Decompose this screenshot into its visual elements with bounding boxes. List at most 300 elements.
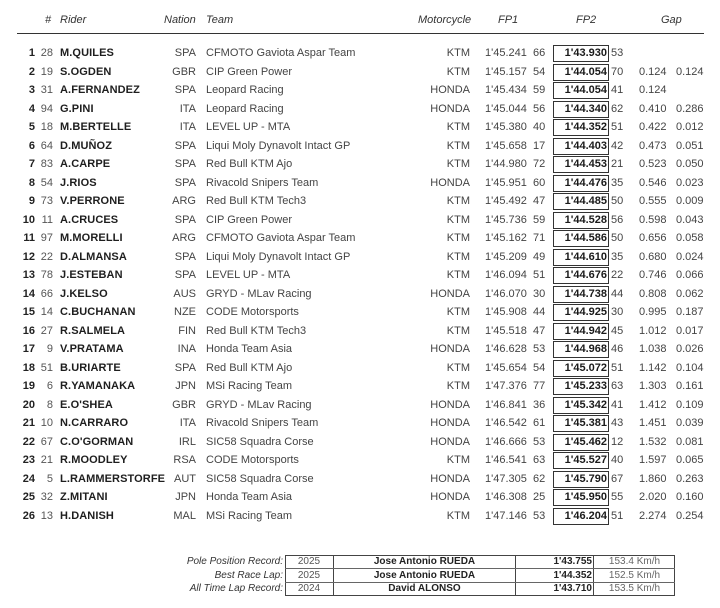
rider-name: L.RAMMERSTORFE: [60, 472, 166, 485]
rider-number: 31: [40, 84, 53, 96]
motorcycle: HONDA: [430, 102, 470, 115]
motorcycle: KTM: [446, 509, 470, 522]
nation: JPN: [175, 380, 196, 392]
fp2-best-time: 1'45.233: [553, 378, 609, 395]
motorcycle: KTM: [446, 454, 470, 466]
table-row: [0, 100, 720, 119]
team: Honda Team Asia: [206, 491, 293, 503]
gap-to-previous: 0.160: [676, 491, 704, 503]
motorcycle: KTM: [446, 65, 470, 78]
position: 24: [22, 472, 35, 485]
fp1-time: 1'46.541: [485, 454, 527, 466]
nation: ARG: [172, 195, 196, 207]
motorcycle: KTM: [446, 380, 470, 392]
nation: MAL: [173, 509, 196, 522]
gap-to-previous: 0.062: [676, 287, 704, 300]
position: 21: [22, 417, 35, 429]
gap-to-first: 0.473: [639, 139, 667, 152]
gap-to-previous: 0.039: [676, 417, 704, 429]
gap-to-first: 0.555: [639, 195, 667, 207]
gap-to-first: 1.860: [639, 472, 667, 485]
rider-number: 22: [40, 250, 53, 263]
fp2-best-time: 1'44.403: [553, 138, 609, 155]
gap-to-previous: 0.104: [676, 361, 704, 374]
rider-number: 9: [46, 343, 53, 355]
position: 15: [22, 306, 35, 318]
rider-name: B.URIARTE: [60, 361, 121, 374]
record-holder: David ALONSO: [388, 583, 461, 594]
fp1-time: 1'45.518: [485, 324, 527, 337]
team: Honda Team Asia: [206, 343, 293, 355]
gap-to-first: 1.451: [639, 417, 667, 429]
nation: ITA: [179, 121, 196, 133]
header-number: #: [45, 14, 52, 26]
table-row: [0, 211, 720, 230]
gap-to-first: 2.020: [639, 491, 667, 503]
nation: SPA: [174, 250, 196, 263]
fp1-time: 1'45.380: [485, 121, 527, 133]
record-best-race-lap: [0, 569, 720, 583]
gap-to-previous: 0.017: [676, 324, 704, 337]
rider-name: R.YAMANAKA: [60, 380, 136, 392]
motorcycle: KTM: [446, 121, 470, 133]
gap-to-first: 0.422: [639, 121, 667, 133]
fp1-laps: 53: [533, 343, 546, 355]
record-time: 1'43.710: [553, 583, 592, 594]
motorcycle: HONDA: [430, 343, 470, 355]
gap-to-first: 0.746: [639, 269, 667, 281]
position: 14: [22, 287, 35, 300]
fp1-laps: 59: [533, 84, 546, 96]
header-team: Team: [206, 14, 234, 26]
gap-to-first: 0.808: [639, 287, 667, 300]
record-pole-position: [0, 555, 720, 569]
fp2-best-time: 1'44.586: [553, 230, 609, 247]
gap-to-previous: 0.081: [676, 435, 704, 448]
fp1-laps: 51: [533, 269, 546, 281]
fp1-time: 1'45.162: [485, 232, 527, 244]
fp2-laps: 35: [611, 176, 624, 189]
fp2-laps: 56: [611, 213, 624, 226]
fp1-laps: 61: [533, 417, 546, 429]
fp2-laps: 55: [611, 491, 624, 503]
header-rider: Rider: [60, 14, 87, 26]
table-row: [0, 137, 720, 156]
table-row: [0, 488, 720, 507]
rider-name: D.ALMANSA: [60, 250, 127, 263]
rider-name: M.QUILES: [60, 47, 114, 59]
gap-to-previous: 0.023: [676, 176, 704, 189]
record-all-time-lap: [0, 582, 720, 596]
fp1-time: 1'45.908: [485, 306, 527, 318]
team: CODE Motorsports: [206, 306, 299, 318]
fp2-best-time: 1'45.462: [553, 434, 609, 451]
rider-name: V.PRATAMA: [60, 343, 124, 355]
nation: SPA: [174, 84, 196, 96]
position: 19: [22, 380, 35, 392]
gap-to-first: 0.124: [639, 84, 667, 96]
rider-number: 67: [40, 435, 53, 448]
fp1-laps: 44: [533, 306, 546, 318]
fp2-best-time: 1'44.476: [553, 175, 609, 192]
fp1-laps: 77: [533, 380, 546, 392]
position: 1: [28, 47, 35, 59]
position: 3: [28, 84, 35, 96]
fp1-laps: 54: [533, 361, 546, 374]
rider-name: S.OGDEN: [60, 65, 112, 78]
fp1-laps: 17: [533, 139, 546, 152]
fp2-laps: 51: [611, 121, 624, 133]
record-speed: 153.5 Km/h: [608, 583, 661, 594]
rider-number: 6: [46, 380, 53, 392]
record-label: Pole Position Record:: [186, 556, 283, 567]
position: 10: [22, 213, 35, 226]
rider-name: M.BERTELLE: [60, 121, 132, 133]
fp1-laps: 54: [533, 65, 546, 78]
position: 18: [22, 361, 35, 374]
gap-to-previous: 0.066: [676, 269, 704, 281]
header-gap: Gap: [661, 14, 682, 26]
fp2-best-time: 1'45.790: [553, 471, 609, 488]
position: 11: [23, 232, 35, 244]
record-holder: Jose Antonio RUEDA: [373, 556, 476, 567]
rider-name: M.MORELLI: [60, 232, 123, 244]
rider-number: 94: [40, 102, 53, 115]
gap-to-first: 1.038: [639, 343, 667, 355]
motorcycle: HONDA: [430, 176, 470, 189]
team: LEVEL UP - MTA: [206, 121, 291, 133]
position: 22: [22, 435, 35, 448]
fp1-laps: 62: [533, 472, 546, 485]
fp2-best-time: 1'43.930: [553, 45, 609, 62]
table-row: [0, 63, 720, 82]
rider-number: 5: [46, 472, 53, 485]
fp2-laps: 50: [611, 232, 624, 244]
fp1-time: 1'47.305: [485, 472, 527, 485]
fp1-laps: 71: [533, 232, 546, 244]
rider-number: 27: [40, 324, 53, 337]
fp1-time: 1'44.980: [485, 158, 527, 170]
record-speed: 153.4 Km/h: [608, 556, 661, 567]
gap-to-first: 0.523: [639, 158, 667, 170]
gap-to-previous: 0.043: [676, 213, 704, 226]
rider-number: 73: [40, 195, 53, 207]
rider-name: G.PINI: [60, 102, 94, 115]
rider-name: A.FERNANDEZ: [60, 84, 140, 96]
gap-to-first: 0.995: [639, 306, 667, 318]
fp2-best-time: 1'45.381: [553, 415, 609, 432]
fp2-best-time: 1'44.942: [553, 323, 609, 340]
rider-name: D.MUÑOZ: [60, 139, 113, 152]
fp2-laps: 53: [611, 47, 624, 59]
rider-name: J.KELSO: [60, 287, 108, 300]
nation: NZE: [174, 306, 196, 318]
fp1-time: 1'46.070: [485, 287, 527, 300]
table-row: [0, 81, 720, 100]
position: 7: [28, 158, 35, 170]
fp2-laps: 45: [611, 324, 624, 337]
table-row: [0, 396, 720, 415]
team: Rivacold Snipers Team: [206, 417, 319, 429]
team: Leopard Racing: [206, 102, 284, 115]
record-year: 2025: [297, 569, 321, 581]
motorcycle: HONDA: [430, 84, 470, 96]
position: 4: [28, 102, 35, 115]
nation: GBR: [172, 65, 196, 78]
motorcycle: KTM: [446, 250, 470, 263]
rider-name: J.RIOS: [60, 176, 97, 189]
position: 12: [22, 250, 35, 263]
header-fp2: FP2: [576, 14, 597, 26]
gap-to-previous: 0.187: [676, 306, 704, 318]
nation: SPA: [174, 213, 196, 226]
rider-name: J.ESTEBAN: [60, 269, 123, 281]
gap-to-first: 1.532: [639, 435, 667, 448]
header-motorcycle: Motorcycle: [418, 14, 472, 26]
nation: ITA: [179, 417, 196, 429]
rider-number: 11: [41, 213, 53, 226]
fp1-time: 1'45.492: [485, 195, 527, 207]
gap-to-first: 1.597: [639, 454, 667, 466]
team: SIC58 Squadra Corse: [206, 435, 314, 448]
nation: JPN: [175, 491, 196, 503]
fp2-best-time: 1'44.968: [553, 341, 609, 358]
fp1-laps: 66: [533, 47, 546, 59]
nation: GBR: [172, 398, 196, 411]
motorcycle: KTM: [446, 324, 470, 337]
table-row: [0, 229, 720, 248]
header-fp1: FP1: [498, 14, 519, 26]
table-row: [0, 266, 720, 285]
motorcycle: KTM: [446, 361, 470, 374]
table-row: [0, 44, 720, 63]
rider-number: 21: [40, 454, 53, 466]
fp1-laps: 40: [533, 121, 546, 133]
motorcycle: HONDA: [430, 435, 470, 448]
nation: AUT: [174, 472, 196, 485]
header-divider: [17, 33, 704, 34]
gap-to-first: 1.303: [639, 380, 667, 392]
position: 23: [22, 454, 35, 466]
position: 2: [28, 65, 35, 78]
table-row: [0, 377, 720, 396]
gap-to-first: 1.012: [639, 324, 667, 337]
results-table: [0, 44, 720, 525]
gap-to-previous: 0.254: [676, 509, 704, 522]
team: MSi Racing Team: [206, 509, 292, 522]
nation: SPA: [174, 176, 196, 189]
position: 13: [22, 269, 35, 281]
fp1-time: 1'46.542: [485, 417, 527, 429]
position: 26: [22, 509, 35, 522]
rider-name: H.DANISH: [60, 509, 114, 522]
rider-number: 18: [40, 121, 53, 133]
nation: ITA: [179, 102, 196, 115]
nation: SPA: [174, 269, 196, 281]
nation: FIN: [178, 324, 196, 337]
fp1-laps: 72: [533, 158, 546, 170]
position: 25: [22, 491, 35, 503]
records-table: [0, 555, 720, 596]
gap-to-previous: 0.051: [676, 139, 704, 152]
fp2-laps: 70: [611, 65, 624, 78]
motorcycle: KTM: [446, 269, 470, 281]
motorcycle: HONDA: [430, 417, 470, 429]
table-row: [0, 433, 720, 452]
gap-to-first: 0.656: [639, 232, 667, 244]
fp2-best-time: 1'45.527: [553, 452, 609, 469]
fp2-laps: 35: [611, 250, 624, 263]
team: MSi Racing Team: [206, 380, 292, 392]
fp2-laps: 12: [611, 435, 624, 448]
team: Leopard Racing: [206, 84, 284, 96]
rider-number: 64: [40, 139, 53, 152]
fp1-time: 1'45.044: [485, 102, 527, 115]
fp2-best-time: 1'44.352: [553, 119, 609, 136]
gap-to-previous: 0.263: [676, 472, 704, 485]
table-row: [0, 248, 720, 267]
rider-number: 28: [40, 47, 53, 59]
position: 9: [28, 195, 35, 207]
motorcycle: KTM: [446, 306, 470, 318]
team: GRYD - MLav Racing: [206, 287, 312, 300]
rider-name: E.O'SHEA: [60, 398, 113, 411]
team: Liqui Moly Dynavolt Intact GP: [206, 139, 351, 152]
fp1-time: 1'45.658: [485, 139, 527, 152]
gap-to-previous: 0.286: [676, 102, 704, 115]
table-row: [0, 118, 720, 137]
gap-to-previous: 0.050: [676, 158, 704, 170]
team: CODE Motorsports: [206, 454, 299, 466]
gap-to-first: 0.598: [639, 213, 667, 226]
nation: AUS: [173, 287, 196, 300]
fp2-best-time: 1'44.528: [553, 212, 609, 229]
motorcycle: HONDA: [430, 287, 470, 300]
nation: IRL: [178, 435, 196, 448]
fp1-time: 1'46.666: [485, 435, 527, 448]
team: Liqui Moly Dynavolt Intact GP: [206, 250, 351, 263]
fp1-laps: 53: [533, 509, 546, 522]
fp2-laps: 63: [611, 380, 624, 392]
fp1-time: 1'45.654: [485, 361, 527, 374]
rider-number: 10: [40, 417, 53, 429]
fp2-laps: 44: [611, 287, 624, 300]
fp1-laps: 59: [533, 213, 546, 226]
record-holder: Jose Antonio RUEDA: [373, 569, 476, 581]
nation: SPA: [174, 361, 196, 374]
fp1-time: 1'45.241: [485, 47, 527, 59]
fp2-laps: 51: [611, 361, 624, 374]
fp1-time: 1'46.308: [485, 491, 527, 503]
header-nation: Nation: [164, 14, 196, 26]
motorcycle: KTM: [446, 158, 470, 170]
rider-number: 51: [40, 361, 53, 374]
fp1-laps: 49: [533, 250, 546, 263]
rider-number: 54: [40, 176, 53, 189]
fp2-best-time: 1'45.072: [553, 360, 609, 377]
nation: SPA: [174, 139, 196, 152]
nation: SPA: [174, 158, 196, 170]
record-speed: 152.5 Km/h: [608, 569, 661, 581]
rider-name: Z.MITANI: [60, 491, 108, 503]
fp1-time: 1'46.094: [485, 269, 527, 281]
gap-to-previous: 0.058: [676, 232, 704, 244]
team: Red Bull KTM Ajo: [206, 158, 293, 170]
fp2-best-time: 1'44.054: [553, 64, 609, 81]
fp2-laps: 41: [611, 398, 624, 411]
team: CIP Green Power: [206, 213, 293, 226]
fp2-laps: 51: [611, 509, 624, 522]
fp2-best-time: 1'45.342: [553, 397, 609, 414]
team: Red Bull KTM Tech3: [206, 324, 307, 337]
table-row: [0, 285, 720, 304]
fp1-laps: 47: [533, 324, 546, 337]
fp2-best-time: 1'44.340: [553, 101, 609, 118]
table-row: [0, 155, 720, 174]
position: 16: [22, 324, 35, 337]
fp2-best-time: 1'44.676: [553, 267, 609, 284]
fp2-laps: 40: [611, 454, 624, 466]
rider-name: R.MOODLEY: [60, 454, 128, 466]
table-row: [0, 470, 720, 489]
fp1-time: 1'45.157: [485, 65, 527, 78]
team: CIP Green Power: [206, 65, 293, 78]
position: 5: [28, 121, 35, 133]
gap-to-first: 1.142: [639, 361, 667, 374]
record-time: 1'43.755: [553, 556, 592, 567]
fp2-best-time: 1'44.610: [553, 249, 609, 266]
table-row: [0, 359, 720, 378]
team: CFMOTO Gaviota Aspar Team: [206, 232, 356, 244]
fp2-laps: 21: [611, 158, 624, 170]
fp1-laps: 60: [533, 176, 546, 189]
table-row: [0, 303, 720, 322]
rider-name: N.CARRARO: [60, 417, 129, 429]
gap-to-first: 0.410: [639, 102, 667, 115]
rider-number: 8: [46, 398, 53, 411]
gap-to-first: 1.412: [639, 398, 667, 411]
fp2-laps: 50: [611, 195, 624, 207]
nation: RSA: [173, 454, 196, 466]
rider-number: 19: [40, 65, 53, 78]
record-label: All Time Lap Record:: [189, 583, 283, 594]
rider-number: 13: [40, 509, 53, 522]
rider-name: R.SALMELA: [60, 324, 126, 337]
rider-name: A.CRUCES: [60, 213, 119, 226]
gap-to-previous: 0.065: [676, 454, 704, 466]
fp1-laps: 25: [533, 491, 546, 503]
fp2-laps: 43: [611, 417, 624, 429]
position: 17: [22, 343, 35, 355]
motorcycle: HONDA: [430, 398, 470, 411]
rider-name: C.BUCHANAN: [60, 306, 136, 318]
fp1-laps: 63: [533, 454, 546, 466]
rider-number: 97: [40, 232, 53, 244]
table-row: [0, 322, 720, 341]
record-time: 1'44.352: [553, 569, 592, 581]
fp1-time: 1'47.146: [485, 509, 527, 522]
gap-to-previous: 0.161: [676, 380, 704, 392]
rider-name: V.PERRONE: [60, 195, 125, 207]
fp2-laps: 41: [611, 84, 624, 96]
fp2-best-time: 1'44.738: [553, 286, 609, 303]
gap-to-first: 2.274: [639, 509, 667, 522]
fp1-time: 1'46.628: [485, 343, 527, 355]
fp1-time: 1'45.951: [485, 176, 527, 189]
team: LEVEL UP - MTA: [206, 269, 291, 281]
team: Red Bull KTM Ajo: [206, 361, 293, 374]
motorcycle: HONDA: [430, 472, 470, 485]
